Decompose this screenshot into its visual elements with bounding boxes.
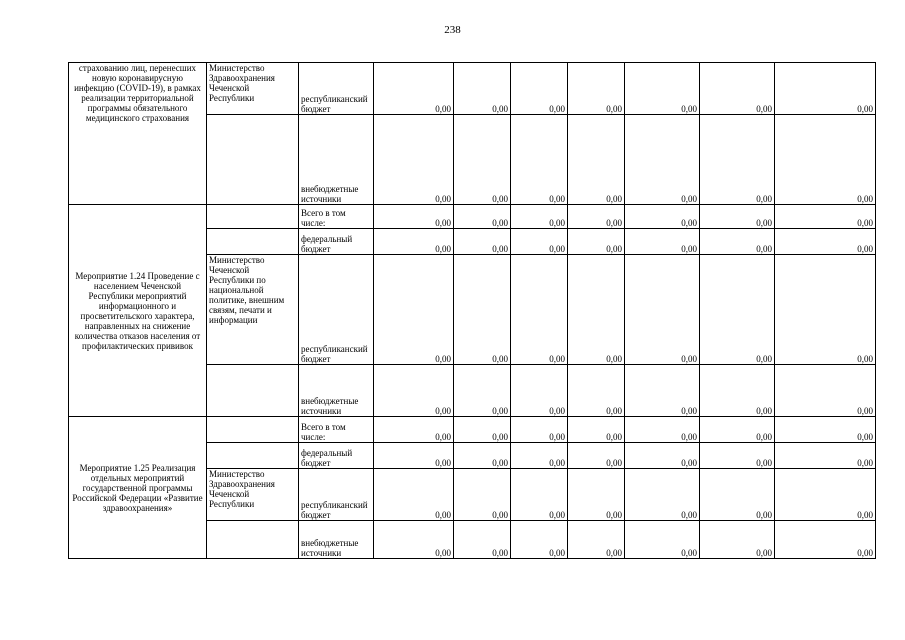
value-cell: 0,00	[374, 205, 454, 229]
value-cell: 0,00	[625, 521, 700, 559]
value-cell: 0,00	[568, 255, 625, 365]
value-cell: 0,00	[700, 365, 775, 417]
value-cell: 0,00	[568, 205, 625, 229]
value-cell: 0,00	[775, 115, 876, 205]
value-cell: 0,00	[700, 63, 775, 115]
value-cell: 0,00	[775, 417, 876, 443]
value-cell: 0,00	[625, 469, 700, 521]
value-cell: 0,00	[700, 521, 775, 559]
value-cell: 0,00	[511, 521, 568, 559]
value-cell: 0,00	[775, 205, 876, 229]
source-cell: внебюджетные источники	[299, 115, 374, 205]
executor-cell: Министерство Чеченской Республики по национальной политике, внешним связям, печати и информации	[207, 255, 299, 365]
value-cell: 0,00	[454, 255, 511, 365]
value-cell: 0,00	[775, 521, 876, 559]
source-cell: республиканский бюджет	[299, 63, 374, 115]
executor-cell	[207, 365, 299, 417]
source-cell: внебюджетные источники	[299, 365, 374, 417]
value-cell: 0,00	[568, 417, 625, 443]
activity-cell: Мероприятие 1.24 Проведение с населением Чеченской Республики мероприятий информационного и просветительского характера, направленных на снижение количества отказов населения от профилактических прививок	[69, 205, 207, 417]
value-cell: 0,00	[374, 469, 454, 521]
value-cell: 0,00	[775, 255, 876, 365]
value-cell: 0,00	[511, 365, 568, 417]
value-cell: 0,00	[700, 417, 775, 443]
value-cell: 0,00	[568, 469, 625, 521]
value-cell: 0,00	[625, 229, 700, 255]
value-cell: 0,00	[775, 63, 876, 115]
value-cell: 0,00	[568, 229, 625, 255]
source-cell: республиканский бюджет	[299, 469, 374, 521]
funding-table	[68, 62, 876, 559]
executor-cell	[207, 229, 299, 255]
value-cell: 0,00	[374, 229, 454, 255]
value-cell: 0,00	[625, 365, 700, 417]
value-cell: 0,00	[775, 443, 876, 469]
value-cell: 0,00	[625, 417, 700, 443]
value-cell: 0,00	[511, 417, 568, 443]
value-cell: 0,00	[374, 417, 454, 443]
source-cell: Всего в том числе:	[299, 205, 374, 229]
value-cell: 0,00	[374, 115, 454, 205]
value-cell: 0,00	[454, 229, 511, 255]
value-cell: 0,00	[568, 63, 625, 115]
executor-cell	[207, 115, 299, 205]
page-number: 238	[444, 24, 461, 36]
value-cell: 0,00	[511, 443, 568, 469]
value-cell: 0,00	[625, 63, 700, 115]
value-cell: 0,00	[568, 443, 625, 469]
value-cell: 0,00	[374, 63, 454, 115]
value-cell: 0,00	[700, 443, 775, 469]
value-cell: 0,00	[625, 205, 700, 229]
value-cell: 0,00	[374, 365, 454, 417]
source-cell: республиканский бюджет	[299, 255, 374, 365]
value-cell: 0,00	[511, 255, 568, 365]
value-cell: 0,00	[625, 443, 700, 469]
executor-cell	[207, 521, 299, 559]
table-row	[69, 63, 876, 115]
value-cell: 0,00	[700, 205, 775, 229]
value-cell: 0,00	[511, 205, 568, 229]
value-cell: 0,00	[374, 255, 454, 365]
value-cell: 0,00	[454, 469, 511, 521]
value-cell: 0,00	[700, 255, 775, 365]
source-cell: федеральный бюджет	[299, 443, 374, 469]
value-cell: 0,00	[700, 115, 775, 205]
value-cell: 0,00	[511, 63, 568, 115]
value-cell: 0,00	[775, 469, 876, 521]
value-cell: 0,00	[775, 365, 876, 417]
activity-cell: Мероприятие 1.25 Реализация отдельных мероприятий государственной программы Российской Федерации «Развитие здравоохранения»	[69, 417, 207, 559]
value-cell: 0,00	[454, 443, 511, 469]
executor-cell	[207, 443, 299, 469]
executor-cell	[207, 417, 299, 443]
value-cell: 0,00	[454, 205, 511, 229]
executor-cell: Министерство Здравоохранения Чеченской Республики	[207, 469, 299, 521]
source-cell: федеральный бюджет	[299, 229, 374, 255]
executor-cell	[207, 205, 299, 229]
value-cell: 0,00	[568, 521, 625, 559]
value-cell: 0,00	[625, 255, 700, 365]
executor-cell: Министерство Здравоохранения Чеченской Республики	[207, 63, 299, 115]
value-cell: 0,00	[568, 115, 625, 205]
source-cell: внебюджетные источники	[299, 521, 374, 559]
source-cell: Всего в том числе:	[299, 417, 374, 443]
value-cell: 0,00	[374, 443, 454, 469]
value-cell: 0,00	[454, 63, 511, 115]
value-cell: 0,00	[511, 115, 568, 205]
value-cell: 0,00	[511, 229, 568, 255]
value-cell: 0,00	[454, 417, 511, 443]
activity-cell: страхованию лиц, перенесших новую коронавирусную инфекцию (COVID-19), в рамках реализации территориальной программы обязательного медицинского страхования	[69, 63, 207, 205]
value-cell: 0,00	[775, 229, 876, 255]
table-row	[69, 417, 876, 443]
value-cell: 0,00	[511, 469, 568, 521]
value-cell: 0,00	[374, 521, 454, 559]
value-cell: 0,00	[625, 115, 700, 205]
value-cell: 0,00	[454, 115, 511, 205]
value-cell: 0,00	[568, 365, 625, 417]
value-cell: 0,00	[700, 469, 775, 521]
value-cell: 0,00	[454, 521, 511, 559]
table-row	[69, 205, 876, 229]
value-cell: 0,00	[700, 229, 775, 255]
value-cell: 0,00	[454, 365, 511, 417]
